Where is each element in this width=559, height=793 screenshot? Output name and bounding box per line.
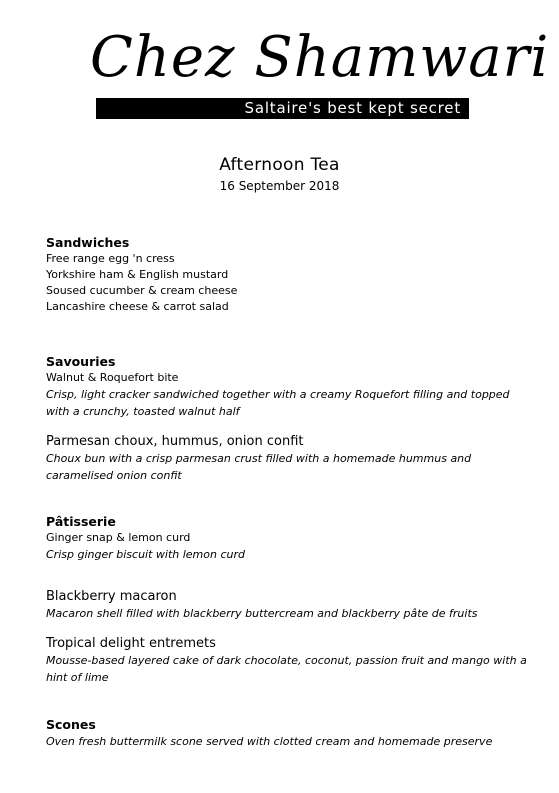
menu-item: Soused cucumber & cream cheese <box>46 284 238 297</box>
section-scones <box>46 716 536 750</box>
section-title: Sandwiches <box>46 235 130 250</box>
menu-item-name: Walnut & Roquefort bite <box>46 371 179 384</box>
section-title: Scones <box>46 717 96 732</box>
section-patisserie <box>46 513 536 686</box>
menu-content <box>46 234 536 750</box>
section-sandwiches <box>46 234 536 315</box>
menu-item-description: Macaron shell filled with blackberry buttercream and blackberry pâte de fruits <box>46 607 478 620</box>
menu-item: Lancashire cheese & carrot salad <box>46 300 229 313</box>
menu-item-description: Choux bun with a crisp parmesan crust filled with a homemade hummus and caramelised onion confit <box>46 452 472 482</box>
menu-item-name: Tropical delight entremets <box>46 636 216 651</box>
restaurant-logo <box>86 22 550 122</box>
menu-item-name: Parmesan choux, hummus, onion confit <box>46 434 304 449</box>
section-savouries <box>46 353 536 484</box>
menu-item-name: Blackberry macaron <box>46 589 177 604</box>
menu-item-name: Ginger snap & lemon curd <box>46 531 191 544</box>
menu-item: Free range egg 'n cress <box>46 252 175 265</box>
menu-date: 16 September 2018 <box>219 179 340 193</box>
menu-title: Afternoon Tea <box>219 155 340 175</box>
menu-item-description: Crisp, light cracker sandwiched together with a creamy Roquefort filling and topped with a crunchy, toasted walnut half <box>46 388 510 418</box>
section-title: Pâtisserie <box>46 514 116 529</box>
menu-item-description: Crisp ginger biscuit with lemon curd <box>46 548 245 561</box>
menu-item-description: Oven fresh buttermilk scone served with clotted cream and homemade preserve <box>46 735 493 748</box>
section-title: Savouries <box>46 354 116 369</box>
logo-tagline-bar <box>96 98 469 119</box>
logo-name: Chez Shamwari <box>90 25 550 90</box>
menu-item: Yorkshire ham & English mustard <box>46 268 229 281</box>
menu-item-description: Mousse-based layered cake of dark chocolate, coconut, passion fruit and mango with a hint of lime <box>46 654 527 684</box>
logo-tagline: Saltaire's best kept secret <box>244 99 461 117</box>
